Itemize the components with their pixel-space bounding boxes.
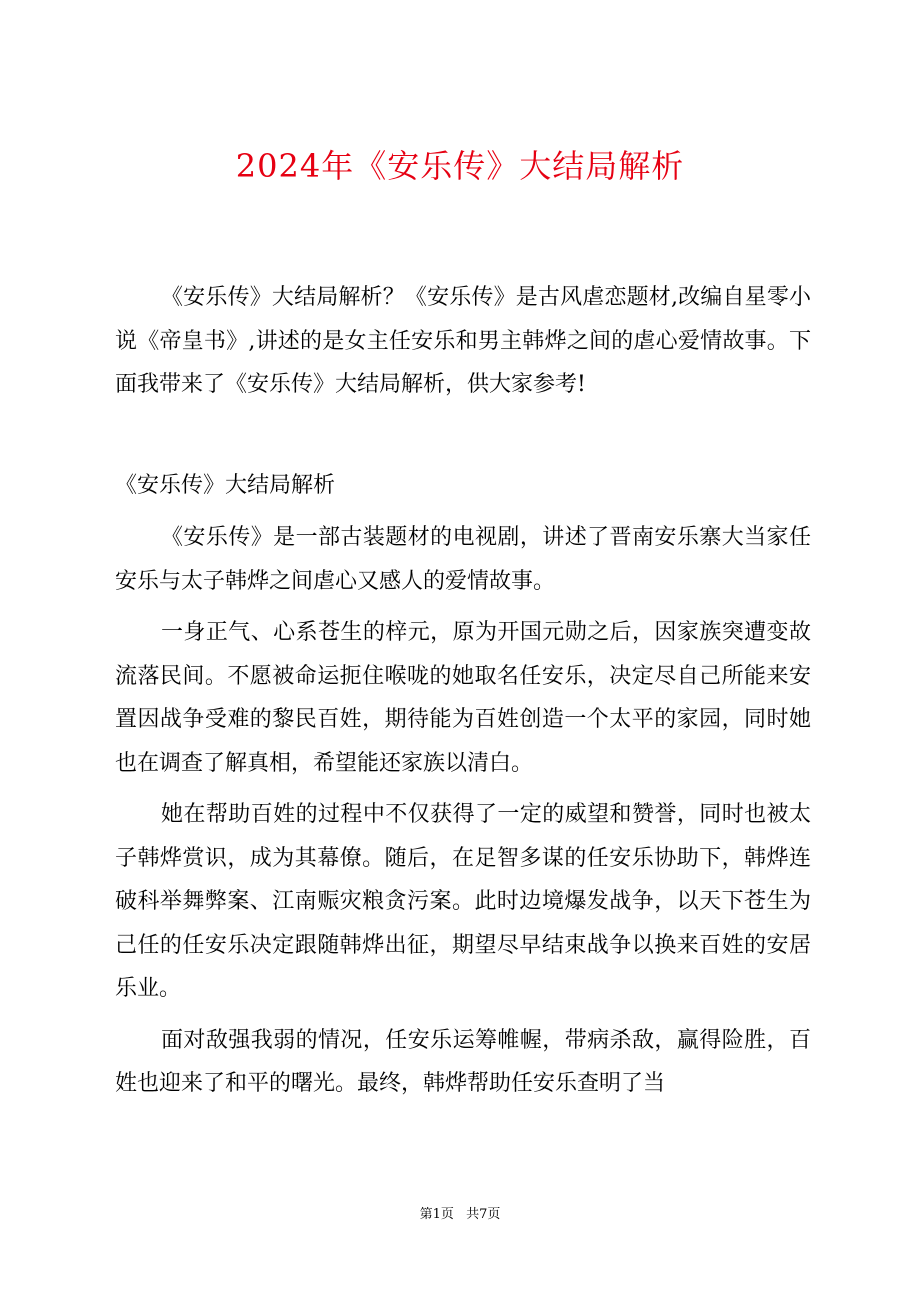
intro-paragraph: 《安乐传》大结局解析？《安乐传》是古风虐恋题材,改编自星零小说《帝皇书》,讲述的是女主任安乐和男主韩烨之间的虐心爱情故事。下面我带来了《安乐传》大结局解析，供大家参考! bbox=[115, 285, 811, 397]
body-paragraph: 她在帮助百姓的过程中不仅获得了一定的威望和赞誉，同时也被太子韩烨赏识，成为其幕僚。随后，在足智多谋的任安乐协助下，韩烨连破科举舞弊案、江南赈灾粮贪污案。此时边境爆发战争，以天下苍生为己任的任安乐决定跟随韩烨出征，期望尽早结束战争以换来百姓的安居乐业。 bbox=[115, 802, 811, 1001]
body-paragraph: 一身正气、心系苍生的梓元，原为开国元勋之后，因家族突遭变故流落民间。不愿被命运扼住喉咙的她取名任安乐，决定尽自己所能来安置因战争受难的黎民百姓，期待能为百姓创造一个太平的家园，同时她也在调查了解真相，希望能还家族以清白。 bbox=[115, 620, 811, 776]
body-paragraph: 面对敌强我弱的情况，任安乐运筹帷幄，带病杀敌，赢得险胜，百姓也迎来了和平的曙光。最终，韩烨帮助任安乐查明了当 bbox=[115, 1027, 811, 1096]
page-total: 共7页 bbox=[466, 1207, 501, 1222]
section-heading: 《安乐传》大结局解析 bbox=[115, 473, 336, 498]
page-number: 第1页 bbox=[419, 1207, 454, 1222]
body-paragraph: 《安乐传》是一部古装题材的电视剧，讲述了晋南安乐寨大当家任安乐与太子韩烨之间虐心又感人的爱情故事。 bbox=[115, 525, 811, 594]
page-footer bbox=[0, 1205, 920, 1225]
section-body bbox=[115, 516, 811, 1114]
document-title: 2024年《安乐传》大结局解析 bbox=[235, 147, 685, 185]
